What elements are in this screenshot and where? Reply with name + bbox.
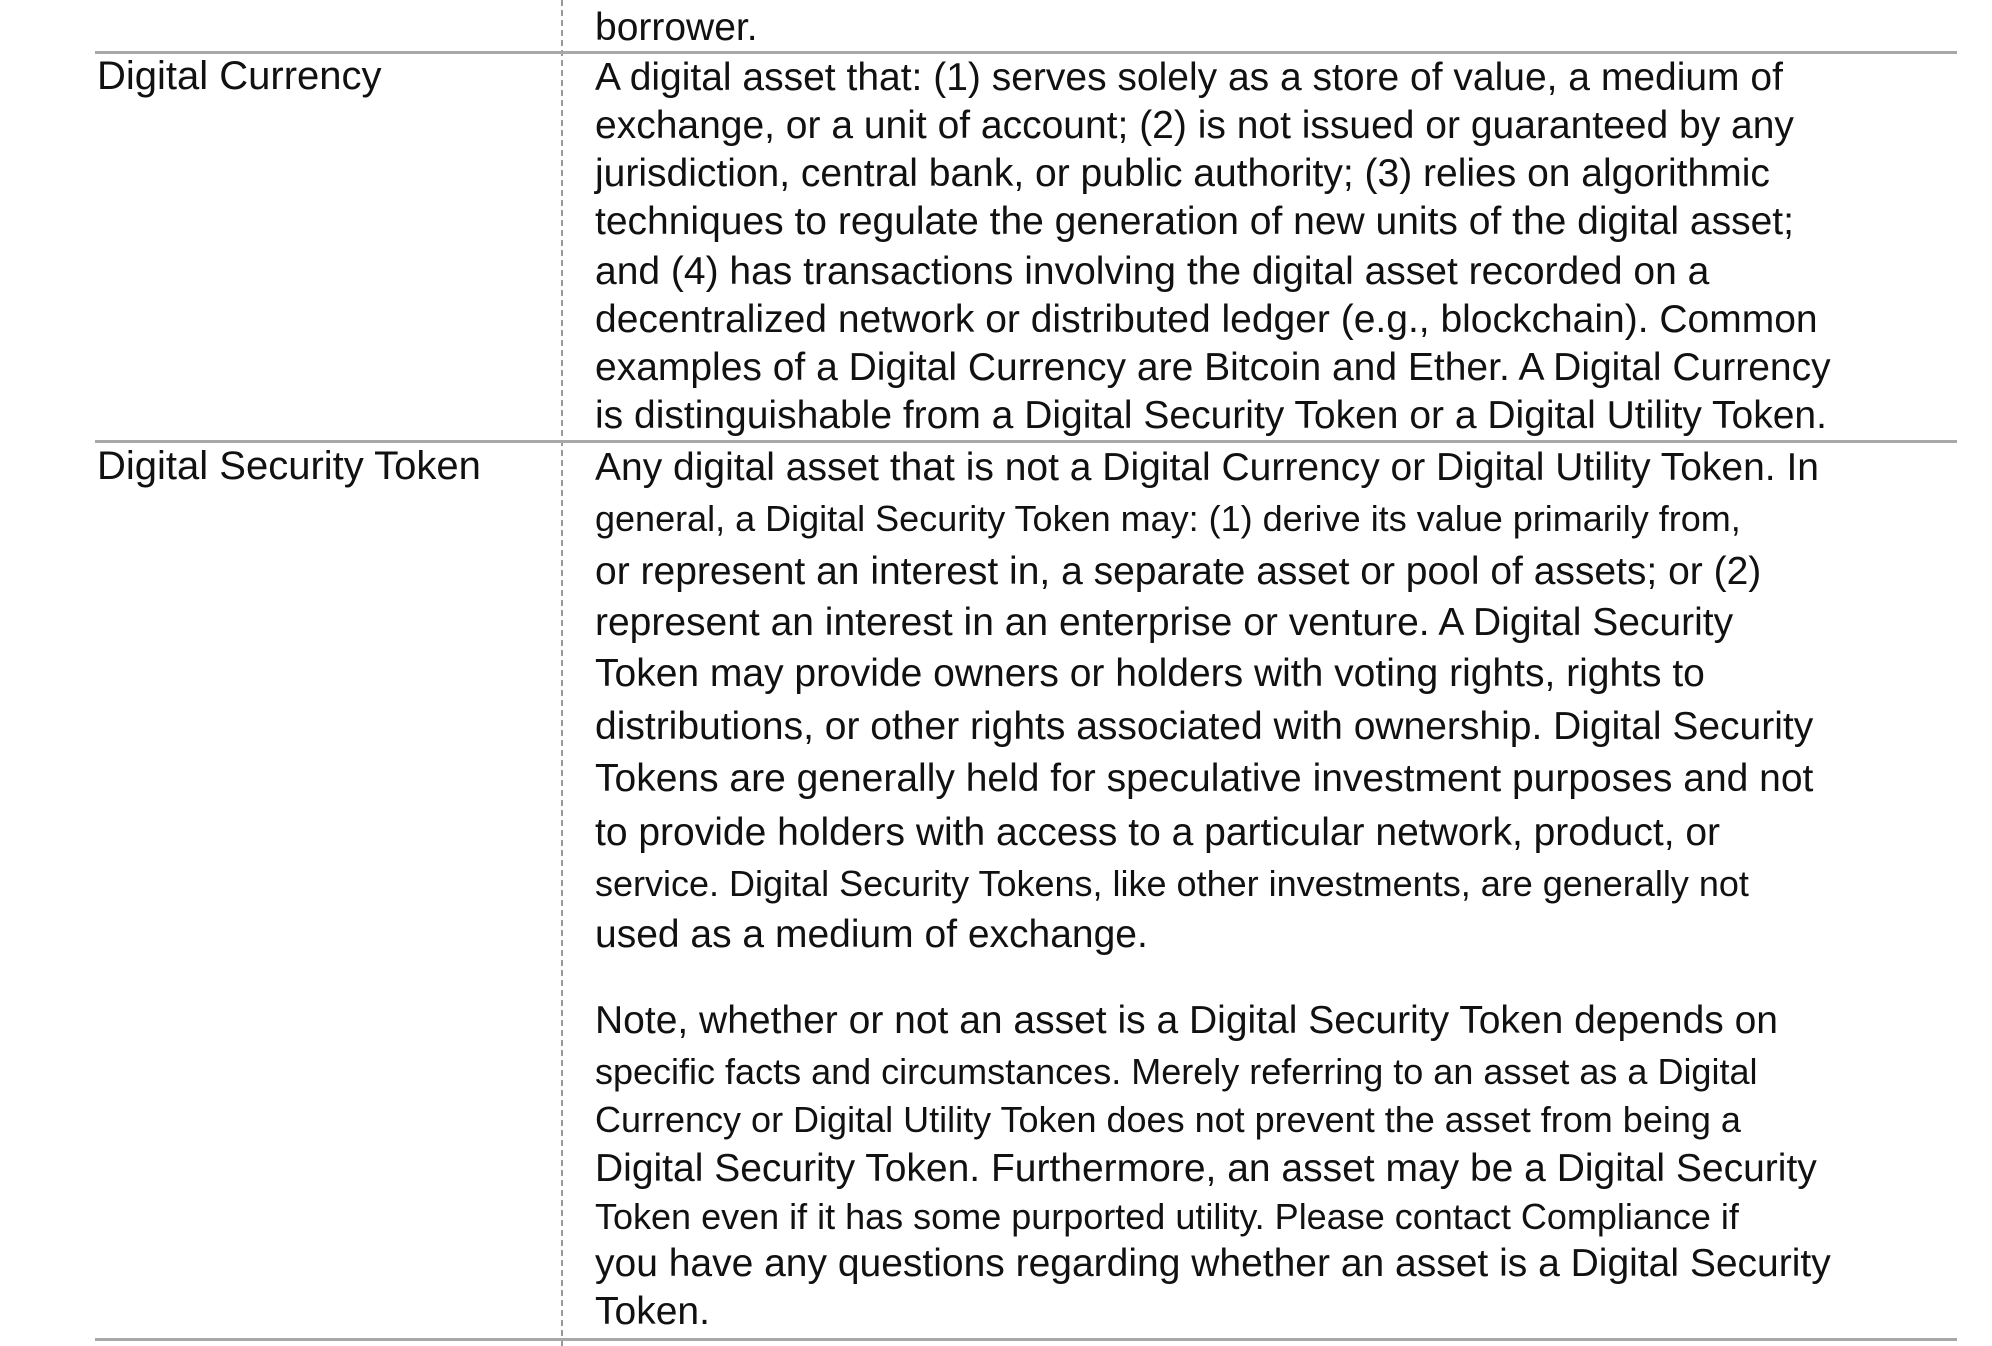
- definition-line: techniques to regulate the generation of new units of the digital asset;: [595, 200, 1794, 243]
- definition-line: to provide holders with access to a particular network, product, or: [595, 811, 1721, 854]
- definition-line: Tokens are generally held for speculative investment purposes and not: [595, 757, 1814, 800]
- definition-line: is distinguishable from a Digital Security Token or a Digital Utility Token.: [595, 394, 1827, 437]
- row-divider: [95, 440, 1957, 443]
- definition-line: or represent an interest in, a separate asset or pool of assets; or (2): [595, 550, 1762, 593]
- definition-line: Digital Security Token. Furthermore, an asset may be a Digital Security: [595, 1147, 1817, 1190]
- definition-line: Token even if it has some purported utility. Please contact Compliance if: [595, 1196, 1739, 1237]
- definition-line: Token may provide owners or holders with voting rights, rights to: [595, 652, 1705, 695]
- definition-line: examples of a Digital Currency are Bitcoin and Ether. A Digital Currency: [595, 346, 1831, 389]
- term-digital-currency: Digital Currency: [97, 54, 382, 98]
- definition-line: exchange, or a unit of account; (2) is not issued or guaranteed by any: [595, 104, 1794, 147]
- column-divider: [561, 0, 563, 1346]
- definition-line: distributions, or other rights associated with ownership. Digital Security: [595, 705, 1814, 748]
- definition-line: and (4) has transactions involving the digital asset recorded on a: [595, 250, 1710, 293]
- definition-line: general, a Digital Security Token may: (1) derive its value primarily from,: [595, 498, 1741, 539]
- definition-line: jurisdiction, central bank, or public authority; (3) relies on algorithmic: [595, 152, 1770, 195]
- term-digital-security-token: Digital Security Token: [97, 444, 481, 488]
- definition-line: Note, whether or not an asset is a Digital Security Token depends on: [595, 999, 1778, 1042]
- definition-line: specific facts and circumstances. Merely referring to an asset as a Digital: [595, 1051, 1758, 1092]
- definition-line: represent an interest in an enterprise or venture. A Digital Security: [595, 601, 1734, 644]
- definition-line: service. Digital Security Tokens, like other investments, are generally not: [595, 863, 1749, 904]
- definition-line: Currency or Digital Utility Token does not prevent the asset from being a: [595, 1099, 1741, 1140]
- previous-row-tail: borrower.: [595, 6, 758, 49]
- row-divider: [95, 1338, 1957, 1341]
- definition-line: Token.: [595, 1290, 710, 1333]
- definition-line: Any digital asset that is not a Digital Currency or Digital Utility Token. In: [595, 446, 1819, 489]
- definition-line: A digital asset that: (1) serves solely as a store of value, a medium of: [595, 56, 1783, 99]
- definition-line: you have any questions regarding whether an asset is a Digital Security: [595, 1242, 1831, 1285]
- definition-line: used as a medium of exchange.: [595, 913, 1148, 956]
- definition-line: decentralized network or distributed ledger (e.g., blockchain). Common: [595, 298, 1818, 341]
